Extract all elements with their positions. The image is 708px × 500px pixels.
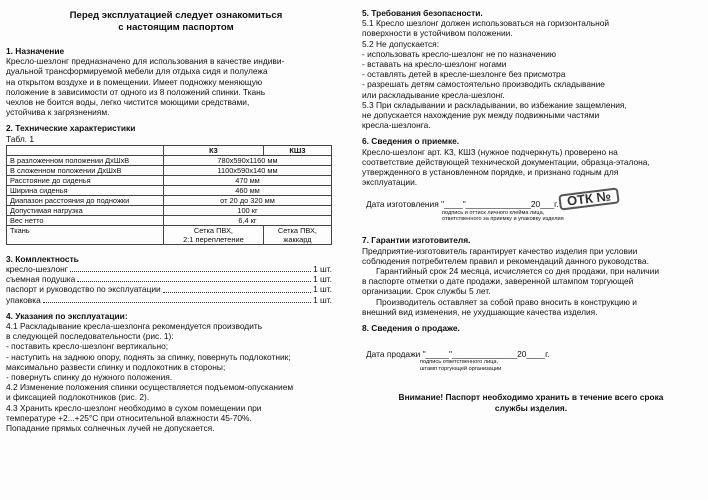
table-row: В разложенном положении ДхШхВ 780х590х1160 мм <box>7 155 332 165</box>
manufacture-date-label: Дата изготовления "____"______________20___г. <box>366 199 559 210</box>
section-acceptance-heading: 6. Сведения о приемке. <box>362 136 460 147</box>
section-sale-heading: 8. Сведения о продаже. <box>362 323 460 334</box>
otk-stamp: ОТК № <box>558 188 620 211</box>
section-safety-heading: 5. Требования безопасности. <box>362 8 483 18</box>
section-warranty-heading: 7. Гарантии изготовителя. <box>362 235 471 246</box>
table-row: В сложенном положении ДхШхВ 1100х590х140 мм <box>7 165 332 175</box>
specs-table <box>6 145 332 245</box>
table-label: Табл. 1 <box>6 133 35 144</box>
list-item: паспорт и руководство по эксплуатации 1 шт. <box>6 284 332 295</box>
table-row-fabric: Ткань Сетка ПВХ, 2:1 переплетение Сетка ПВХ, жаккард <box>7 225 332 244</box>
table-row: Ширина сиденья 460 мм <box>7 185 332 195</box>
table-row: Диапазон расстояния до подножки от 20 до 320 мм <box>7 195 332 205</box>
table-row: Вес нетто 6,4 кг <box>7 215 332 225</box>
section-acceptance-text: Кресло-шезлонг арт. К3, КШ3 (нужное подчеркнуть) проверено на соответствие действующей технической документации, образца-эталона, утвержденного в установленном порядке, и признано годным для эксплуатации. <box>362 146 650 188</box>
left-column <box>6 8 346 433</box>
section-specs-heading: 2. Технические характеристики <box>6 123 136 134</box>
kit-list <box>6 264 346 305</box>
table-row: Расстояние до сиденья 470 мм <box>7 175 332 185</box>
list-item: упаковка 1 шт. <box>6 294 332 305</box>
section-usage-heading: 4. Указания по эксплуатации: <box>6 310 128 321</box>
sale-date-block <box>362 349 700 372</box>
acceptance-sign-note: подпись и оттиск личного клейма лица, ответственного за приемку и упаковку изделия <box>442 209 564 223</box>
section-warranty-text: Предприятие-изготовитель гарантирует качество изделия при условии соблюдения потребителем правил и рекомендаций данного руководства. Гарантийный срок 24 месяца, исчисляется со дня продажи, при наличии в паспорте отметки о дате продажи, заверенной штампом торгующей организации. Срок службы 5 лет. Производитель оставляет за собой право вносить в конструкцию и внешний вид изменения, не ухудшающие качества изделия. <box>362 245 660 317</box>
sale-date-label: Дата продажи "_____"______________20____г. <box>366 349 550 360</box>
section-usage-text: 4.1 Раскладывание кресла-шезлонга рекомендуется производить в следующей последовательности (рис. 1): - поставить кресло-шезлонг вертикально; - наступить на заднюю опору, поднять за спинку, повернуть подлокотник; максимально развести спинку и подлокотник в стороны; - повернуть спинку до нужного положения. 4.2 Изменение положения спинки осуществляется подъемом-опусканием и фиксацией подлокотников (рис. 2). 4.3 Хранить кресло-шезлонг необходимо в сухом помещении при температуре +2...+25°С при относительной влажности 45-70%. Попадание прямых солнечных лучей не допускается. <box>6 321 294 434</box>
list-item: съемная подушка 1 шт. <box>6 274 332 285</box>
sale-sign-note: подпись ответственного лица, штамп торгующей организации <box>420 359 502 372</box>
storage-warning: Внимание! Паспорт необходимо хранить в течение всего срока службы изделия. <box>398 392 664 413</box>
table-row: Допустимая нагрузка 100 кг <box>7 205 332 215</box>
page-title: Перед эксплуатацией следует ознакомиться с настоящим паспортом <box>69 10 283 33</box>
section-safety-text: 5.1 Кресло шезлонг должен использоваться на горизонтальной поверхности в устойчивом положении. 5.2 Не допускается: - использовать кресло-шезлонг не по назначению - вставать на кресло-шезлонг ногами - оставлять детей в кресле-шезлонге без присмотра - разрешать детям самостоятельно производить складывание или раскладывание кресла-шезлонг. 5.3 При складывании и раскладывании, во избежание защемления, не допускается нахождение рук между подвижными частями кресла-шезлонга. <box>362 18 627 131</box>
table-header-row: К3 КШ3 <box>7 145 332 155</box>
list-item: кресло-шезлонг 1 шт. <box>6 264 332 275</box>
section-purpose-text: Кресло-шезлонг предназначено для использования в качестве индиви- дуальной трансформируемой мебели для отдыха сидя и полулежа на открытом воздухе и в помещении. Имеет подножку меняющую положение в зависимости от одного из 8 положений спинки. Ткань чехлов не боится воды, легко чистится моющими средствами, устойчива к загрязнениям. <box>6 56 285 118</box>
manufacture-date-block <box>362 188 700 235</box>
section-purpose-heading: 1. Назначение <box>6 46 65 56</box>
section-kit-heading: 3. Комплектность <box>6 253 79 264</box>
right-column <box>362 8 700 413</box>
